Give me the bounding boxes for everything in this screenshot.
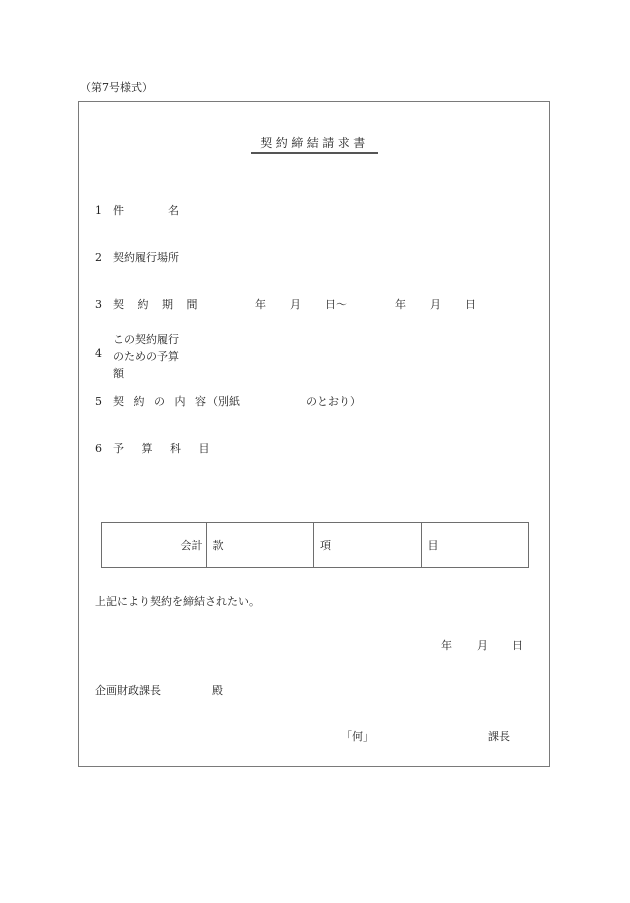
item-4-number: 4 [95,347,102,360]
item-3-number: 3 [95,298,102,311]
period-end-day: 日 [465,298,476,311]
form-number: （第7号様式） [80,81,153,94]
document-frame [78,101,550,767]
period-end-year: 年 [395,298,406,311]
item-1-label: 件 名 [113,204,179,217]
budget-cell-item [314,523,422,567]
sender-department: 「何」 [341,730,374,743]
request-statement: 上記により契約を締結されたい。 [95,595,260,608]
budget-table [101,522,529,568]
budget-cell-section-label: 款 [212,539,224,552]
period-start-day: 日～ [325,298,347,311]
budget-cell-subitem [422,523,529,567]
item-3-label: 契 約 期 間 [113,298,203,311]
sender-title: 課長 [488,730,510,743]
item-2-number: 2 [95,251,102,264]
budget-cell-account-label: 会計 [180,539,203,552]
date-year: 年 [441,639,452,652]
document-title: 契約締結請求書 [251,137,378,154]
period-start-year: 年 [255,298,266,311]
date-day: 日 [512,639,523,652]
budget-cell-item-label: 項 [320,539,331,552]
date-month: 月 [477,639,488,652]
budget-cell-account [102,523,207,567]
item-6-number: 6 [95,442,102,455]
item-5-label: 契 約 の 内 容 [113,395,209,408]
item-5-value-suffix: のとおり） [306,395,361,408]
item-4-label [113,331,179,382]
period-end-month: 月 [430,298,441,311]
item-1-number: 1 [95,204,102,217]
addressee-title: 企画財政課長 [95,684,161,697]
item-6-label: 予 算 科 目 [113,442,217,455]
item-5-number: 5 [95,395,102,408]
item-2-label: 契約履行場所 [113,251,179,264]
addressee-honorific: 殿 [212,684,223,697]
item-4-label-line-3: 額 [113,367,124,380]
item-4-label-line-2: のための予算 [113,350,179,363]
item-4-label-line-1: この契約履行 [113,333,179,346]
budget-cell-subitem-label: 目 [427,539,439,552]
item-5-value-prefix: （別紙 [207,395,240,408]
budget-cell-section [207,523,315,567]
period-start-month: 月 [290,298,301,311]
